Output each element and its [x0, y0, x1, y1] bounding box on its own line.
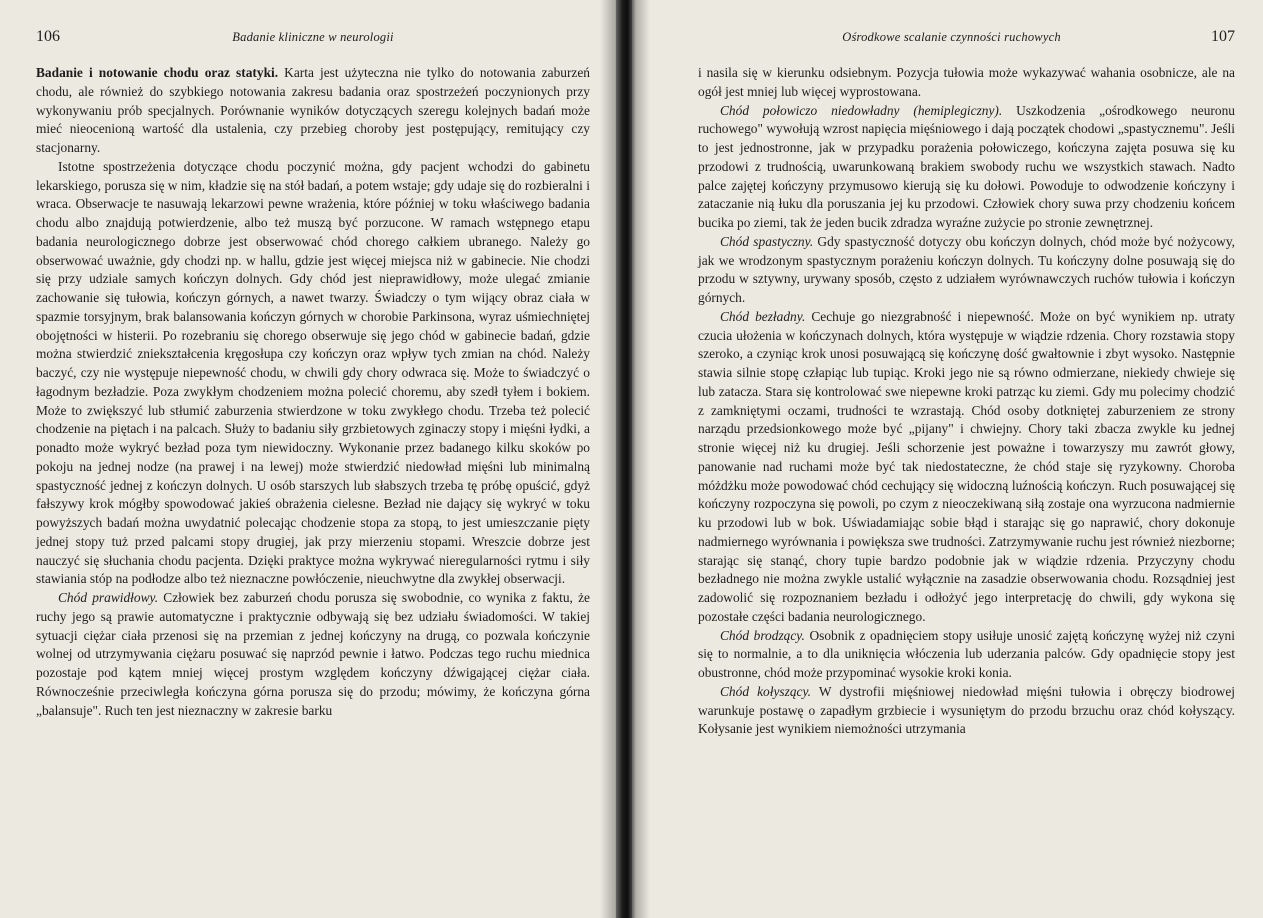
paragraph-text: i nasila się w kierunku odsiebnym. Pozycja tułowia może wykazywać wahania osobnicze, ale na ogół jest mniej lub więcej wyprostowana. [698, 65, 1235, 99]
right-page [632, 0, 1263, 918]
paragraph-text: Osobnik z opadnięciem stopy usiłuje unosić zajętą kończynę wyżej niż czyni się to normalnie, a to dla uniknięcia włóczenia lub uderzania palców. Gdy opadnięcie stopy jest obustronne, chód może przypominać wysokie kroki konia. [698, 627, 1235, 680]
paragraph [698, 233, 1235, 308]
paragraph-text: Karta jest użyteczna nie tylko do notowania zaburzeń chodu, ale również do szybkiego notowania zakresu badania oraz spostrzeżeń poczynionych przy wykonywaniu prób specjalnych. Porównanie wyników dotyczących szeregu kolejnych badań może mieć nieocenioną wartość dla ustalenia, czy przebieg choroby jest postępujący, remitujący czy stacjonarny. [36, 65, 590, 155]
page-number: 106 [36, 28, 60, 45]
paragraph-lead: Chód spastyczny. [720, 233, 814, 249]
book-gutter [600, 0, 650, 918]
paragraph-lead: Chód kołyszący. [720, 683, 812, 699]
left-page [0, 0, 616, 918]
paragraph [698, 683, 1235, 739]
right-page-header [698, 28, 1235, 50]
paragraph-text: Cechuje go niezgrabność i niepewność. Może on być wynikiem np. utraty czucia ułożenia w kończynach dolnych, która występuje w wiądzie rdzenia. Chory rozstawia stopy szeroko, a czyniąc krok unosi posuwającą się kończynę dość gwałtownie i zbyt wysoko. Następnie stawia silnie stopę człapiąc lub tupiąc. Kroki jego nie są równo odmierzane, niekiedy chwieje się lub zatacza. Stara się kontrolować swe niepewne kroki patrząc ku ziemi. Gdy mu polecimy chodzić z zamkniętymi oczami, trudności te wzrastają. Chód osoby dotkniętej zaburzeniem ze strony narządu przedsionkowego może być „pijany" i chwiejny. Chory taki zbacza zwykle ku jednej stronie więcej niż ku drugiej. Jeśli schorzenie jest poważne i towarzyszy mu zawrót głowy, panowanie nad ruchami może być tak niedostateczne, że chód staje się ryzykowny. Choroba móżdżku może powodować chód cechujący się widoczną luźnością kończyn. Ruch posuwającej się kończyny rozpoczyna się powoli, po czym z nieoczekiwaną siłą zostaje ona wyrzucona nadmiernie ku przodowi lub w bok. Uświadamiając sobie błąd i starając się go naprawić, chory dokonuje nadmiernego wyrównania i powiększa swe trudności. Zatrzymywanie ruchu jest również niezborne; starając się stanąć, chory tupie bardzo podobnie jak w wiądzie rdzenia. Przyczyny chodu bezładnego nie można zwykle ustalić wyłącznie na zasadzie obserwowania chodu. Rozsądniej jest zadowolić się rozpoznaniem bezładu i odłożyć jego interpretację do chwili, gdy wykona się pozostałe części badania neurologicznego. [698, 308, 1235, 624]
right-page-body [698, 64, 1235, 739]
paragraph-text: Człowiek bez zaburzeń chodu porusza się swobodnie, co wynika z faktu, że ruchy jego są prawie automatyczne i praktycznie odbywają się bez udziału świadomości. W takiej sytuacji ciężar ciała przenosi się na przemian z jednej kończyny na drugą, co pozwala kończynie wolnej od utrzymywania ciężaru posuwać się naprzód pewnie i łatwo. Podczas tego ruchu miednica pozostaje pod kątem mniej więcej prostym względem kończyny dźwigającej ciężar ciała. Równocześnie przeciwległa kończyna górna porusza się do przodu; mówimy, że kończyna górna „balansuje". Ruch ten jest nieznaczny w zakresie barku [36, 590, 590, 718]
paragraph-lead: Chód bezładny. [720, 308, 806, 324]
paragraph-lead: Chód brodzący. [720, 627, 805, 643]
paragraph-lead: Chód prawidłowy. [58, 590, 159, 605]
paragraph-lead: Chód połowiczo niedowładny (hemiplegiczny). [720, 102, 1003, 118]
paragraph [698, 308, 1235, 627]
paragraph [36, 64, 590, 158]
paragraph [698, 627, 1235, 683]
paragraph-text: Istotne spostrzeżenia dotyczące chodu poczynić można, gdy pacjent wchodzi do gabinetu lekarskiego, porusza się w nim, kładzie się na stół badań, a potem wstaje; gdy udaje się do rozbieralni i wraca. Obserwacje te nasuwają lekarzowi pewne wrażenia, które później w toku właściwego badania chodu albo znajdują potwierdzenie, albo też muszą być porzucone. W ramach wstępnego etapu badania neurologicznego dobrze jest obserwować chód chorego całkiem ubranego. Należy go obserwować uważnie, gdy chodzi np. w hallu, gdzie jest więcej miejsca niż w gabinecie. Nie chodzi się przy udziale samych kończyn dolnych. Gdy chód jest nieprawidłowy, może ulegać zmianie zachowanie się tułowia, kończyn górnych, a nawet twarzy. Świadczy o tym wijący obraz ciała w spazmie torsyjnym, brak balansowania kończyn górnych w chorobie Parkinsona, wyraz uśmiechniętej obojętności w histerii. Po rozebraniu się chorego obserwuje się jego chód w gabinecie badań, gdzie można stwierdzić zniekształcenia kręgosłupa czy kończyn oraz wpływ tych zmian na chód. Należy baczyć, czy nie występuje niepewność chodu, w chwili gdy chory odwraca się. Może to świadczyć o łagodnym bezładzie. Poza zwykłym chodzeniem można polecić choremu, aby szedł tyłem i bokiem. Może to zwiększyć lub stłumić zaburzenia stwierdzone w toku zwykłego chodu. Trzeba też polecić chodzenie na piętach i na palcach. Służy to badaniu siły grzbietowych zginaczy stopy i mięśni łydki, a ponadto może wykryć bezład poza tym niewidoczny. Wykonanie przez badanego kilku skoków po pokoju na jednej nodze (na prawej i na lewej) może stwierdzić niedowład mięśni lub minimalną spastyczność jednej z kończyn dolnych. U osób starszych lub słabszych trzeba tę próbę opuścić, gdyż fałszywy krok mógłby spowodować jakieś obrażenia cielesne. Bezład nie dający się wykryć w toku powyższych badań można uwydatnić polecając chodzenie stopa za stopą, to jest umieszczanie pięty jednej stopy tuż przed palcami stopy drugiej, jak przy mierzeniu stopami. Wreszcie dobrze jest nauczyć się słuchania chodu pacjenta. Dzięki praktyce można wykrywać nieregularności rytmu i siły stawiania stóp na podłodze albo też nieznaczne powłóczenie, nieuchwytne dla zwykłej obserwacji. [36, 158, 590, 587]
paragraph-text: Gdy spastyczność dotyczy obu kończyn dolnych, chód może być nożycowy, jak we wrodzonym spastycznym porażeniu kończyn dolnych. Tu kończyny dolne posuwają się do przodu w sztywny, urywany sposób, często z udziałem wyrównawczych ruchów tułowia i kończyn górnych. [698, 233, 1235, 305]
paragraph-text: W dystrofii mięśniowej niedowład mięśni tułowia i obręczy biodrowej warunkuje postawę o zapadłym grzbiecie i wysuniętym do przodu brzuchu oraz chód kołyszący. Kołysanie jest wynikiem niemożności utrzymania [698, 683, 1236, 737]
paragraph-text: Uszkodzenia „ośrodkowego neuronu ruchowego" wywołują wzrost napięcia mięśniowego i dają początek chodowi „spastycznemu". Jeśli to jest jednostronne, jak w przypadku porażenia połowiczego, kończyna zajęta posuwa się ku przodowi z trudnością, uwarunkowaną brakiem swobody ruchu we wszystkich stawach. Nadto palce zajętej kończyny przymusowo kierują się ku dołowi. Powoduje to odwodzenie kończyny i zataczanie nią łuku dla poruszania jej ku przodowi. Człowiek chory suwa przy chodzeniu końcem bucika po ziemi, tak że jeden bucik zdradza wyraźne zużycie po stronie zewnętrznej. [698, 102, 1235, 230]
left-page-body [36, 64, 590, 720]
running-title: Ośrodkowe scalanie czynności ruchowych [842, 30, 1061, 44]
page-number: 107 [1211, 28, 1235, 45]
paragraph [698, 64, 1235, 102]
running-title: Badanie kliniczne w neurologii [232, 30, 394, 44]
left-page-header [36, 28, 590, 50]
paragraph-lead: Badanie i notowanie chodu oraz statyki. [36, 65, 279, 80]
paragraph [36, 158, 590, 589]
paragraph [698, 102, 1235, 233]
paragraph [36, 589, 590, 720]
